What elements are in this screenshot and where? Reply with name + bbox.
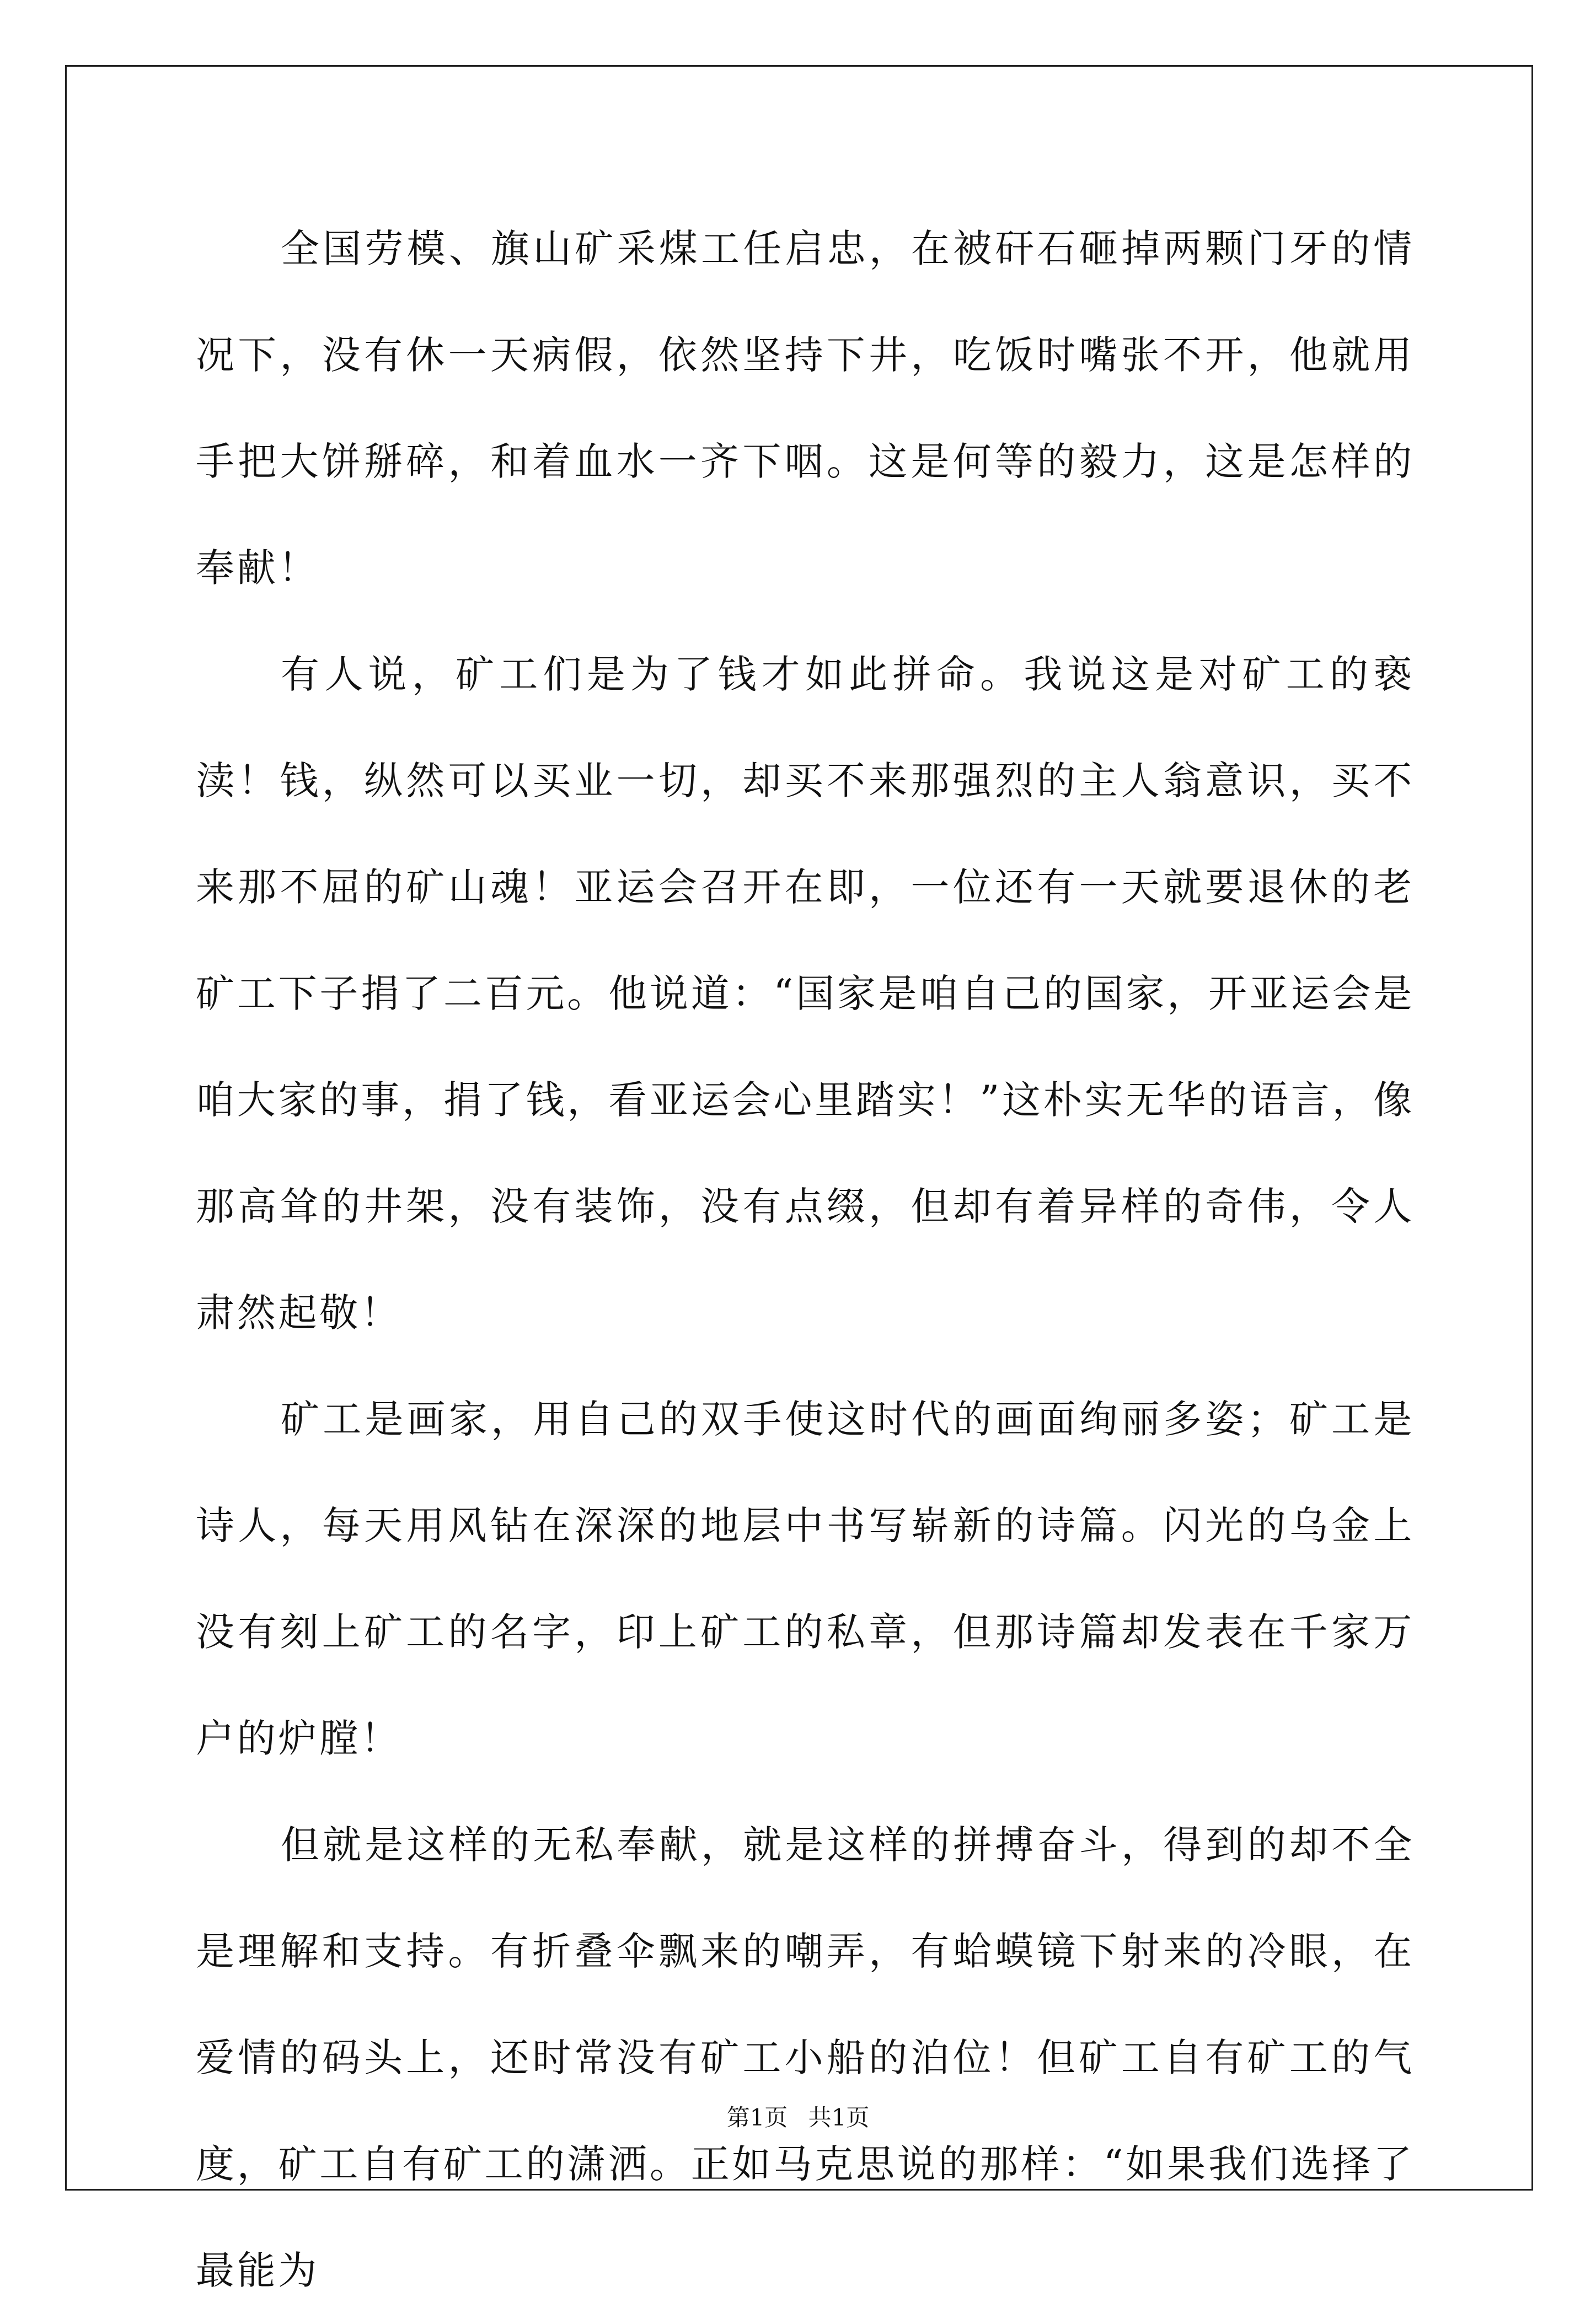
document-body [196,196,1415,2324]
paragraph: 全国劳模、旗山矿采煤工任启忠，在被矸石砸掉两颗门牙的情况下，没有休一天病假，依然坚持下井，吃饭时嘴张不开，他就用手把大饼掰碎，和着血水一齐下咽。这是何等的毅力，这是怎样的奉献！ [196,226,1415,591]
page-footer [0,2100,1596,2133]
page-number-current: 第1页 [726,2104,788,2131]
paragraph: 但就是这样的无私奉献，就是这样的拼搏奋斗，得到的却不全是理解和支持。有折叠伞飘来的嘲弄，有蛤蟆镜下射来的冷眼，在爱情的码头上，还时常没有矿工小船的泊位！但矿工自有矿工的气度，矿工自有矿工的潇洒。正如马克思说的那样：“如果我们选择了最能为 [196,1822,1415,2293]
paragraph: 有人说，矿工们是为了钱才如此拼命。我说这是对矿工的亵渎！钱，纵然可以买业一切，却买不来那强烈的主人翁意识，买不来那不屈的矿山魂！亚运会召开在即，一位还有一天就要退休的老矿工下子捐了二百元。他说道：“国家是咱自己的国家，开亚运会是咱大家的事，捐了钱，看亚运会心里踏实！”这朴实无华的语言，像那高耸的井架，没有装饰，没有点缀，但却有着异样的奇伟，令人肃然起敬！ [196,652,1415,1335]
page-number-total: 共1页 [808,2104,870,2131]
paragraph: 矿工是画家，用自己的双手使这时代的画面绚丽多姿；矿工是诗人，每天用风钻在深深的地层中书写崭新的诗篇。闪光的乌金上没有刻上矿工的名字，印上矿工的私章，但那诗篇却发表在千家万户的炉膛！ [196,1397,1415,1761]
